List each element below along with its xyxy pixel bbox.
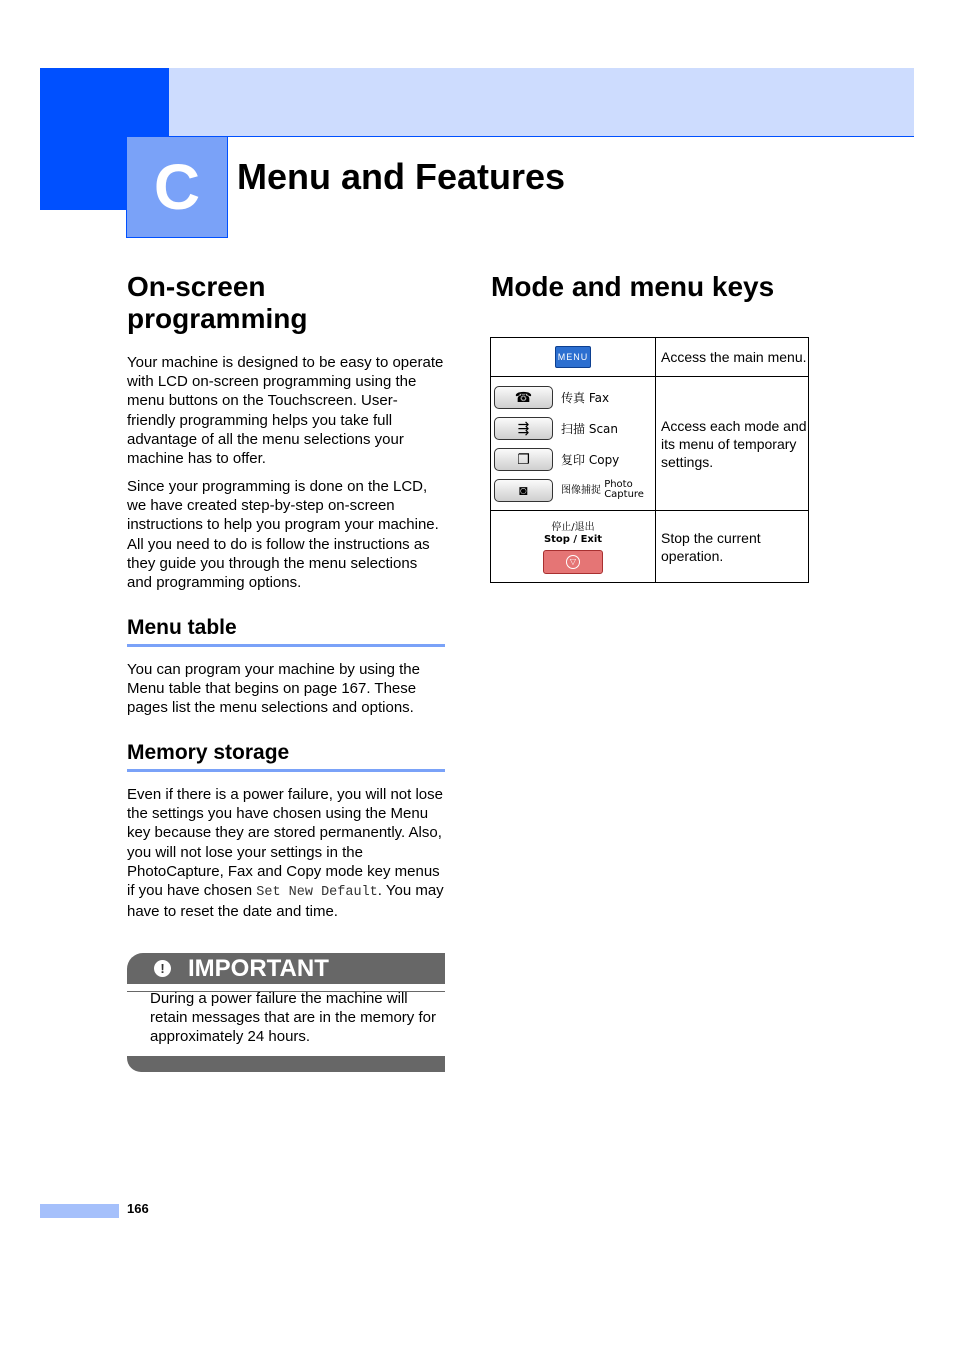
important-footer-bar: [127, 1056, 445, 1072]
stop-label-zh: 停止/退出: [551, 522, 595, 533]
important-banner: [127, 953, 445, 984]
stop-exit-key: [543, 550, 603, 574]
chapter-title: Menu and Features: [237, 156, 566, 197]
mode-key-fax: [491, 382, 655, 413]
onscreen-paragraph-2: Since your programming is done on the LCD, we have created step-by-step on-screen instructions to help you program your machine. All you need to do is follow the instructions as they guide you through the menu selections and programming options.: [127, 478, 439, 592]
mode-keys-table: [490, 337, 809, 583]
mode-key-copy: [491, 444, 655, 475]
mode-keys-cell: [491, 377, 656, 511]
memory-storage-paragraph: Even if there is a power failure, you will not lose the settings you have chosen using the Menu key because they are stored permanently. Also, you will not lose your settings in the PhotoCapture, Fax and Copy mode key menus if you have chosen Set New Default. You may have to reset the date and time.: [127, 786, 444, 921]
photocapture-label-zh: 图像捕捉: [561, 485, 601, 496]
onscreen-heading: On-screen programming: [127, 271, 308, 334]
stop-key-cell: [491, 511, 656, 583]
table-row: [491, 377, 809, 511]
copy-label-zh: 复印: [561, 452, 586, 467]
menu-table-heading: Menu table: [127, 616, 445, 647]
page-number: 166: [127, 1201, 149, 1216]
mode-key-photocapture: [491, 475, 655, 506]
stop-label-en: Stop / Exit: [543, 534, 603, 545]
menu-key-icon: MENU: [555, 346, 591, 368]
scan-label-en: Scan: [588, 421, 619, 436]
mode-key-scan: [491, 413, 655, 444]
onscreen-paragraph-1: Your machine is designed to be easy to operate with LCD on-screen programming using the menu buttons on the Touchscreen. User-friendly programming helps you take full advantage of all the menu selections your machine has to offer.: [127, 354, 444, 468]
important-label: IMPORTANT: [188, 955, 329, 982]
memory-storage-heading: Memory storage: [127, 741, 445, 772]
copy-icon: ❐: [494, 448, 553, 471]
header-band: [169, 68, 914, 137]
fax-label-zh: 传真: [561, 390, 586, 405]
fax-label-en: Fax: [588, 390, 610, 405]
important-text: During a power failure the machine will retain messages that are in the memory for approximately 24 hours.: [150, 990, 436, 1046]
mode-keys-heading: Mode and menu keys: [491, 271, 775, 302]
chapter-letter-badge: C: [126, 136, 228, 238]
scan-label-zh: 扫描: [561, 421, 586, 436]
fax-icon: ☎: [494, 386, 553, 409]
camera-icon: ◙: [494, 479, 553, 502]
photocapture-label-en-2: Capture: [604, 489, 644, 500]
mode-keys-description: Access each mode and its menu of temporary settings.: [656, 377, 809, 511]
table-row: [491, 338, 809, 377]
page-number-bar: [40, 1204, 119, 1218]
warning-icon: !: [154, 960, 171, 977]
stop-icon: ▽: [566, 555, 580, 569]
menu-key-description: Access the main menu.: [656, 338, 809, 377]
menu-table-paragraph: You can program your machine by using the Menu table that begins on page 167. These pages list the menu selections and options.: [127, 661, 420, 717]
menu-key-cell: [491, 338, 656, 377]
stop-key-description: Stop the current operation.: [656, 511, 809, 583]
table-row: [491, 511, 809, 583]
scan-icon: ⇶: [494, 417, 553, 440]
photocapture-label-en-1: Photo: [604, 479, 633, 490]
copy-label-en: Copy: [588, 452, 620, 467]
code-set-new-default: Set New Default: [256, 885, 378, 901]
